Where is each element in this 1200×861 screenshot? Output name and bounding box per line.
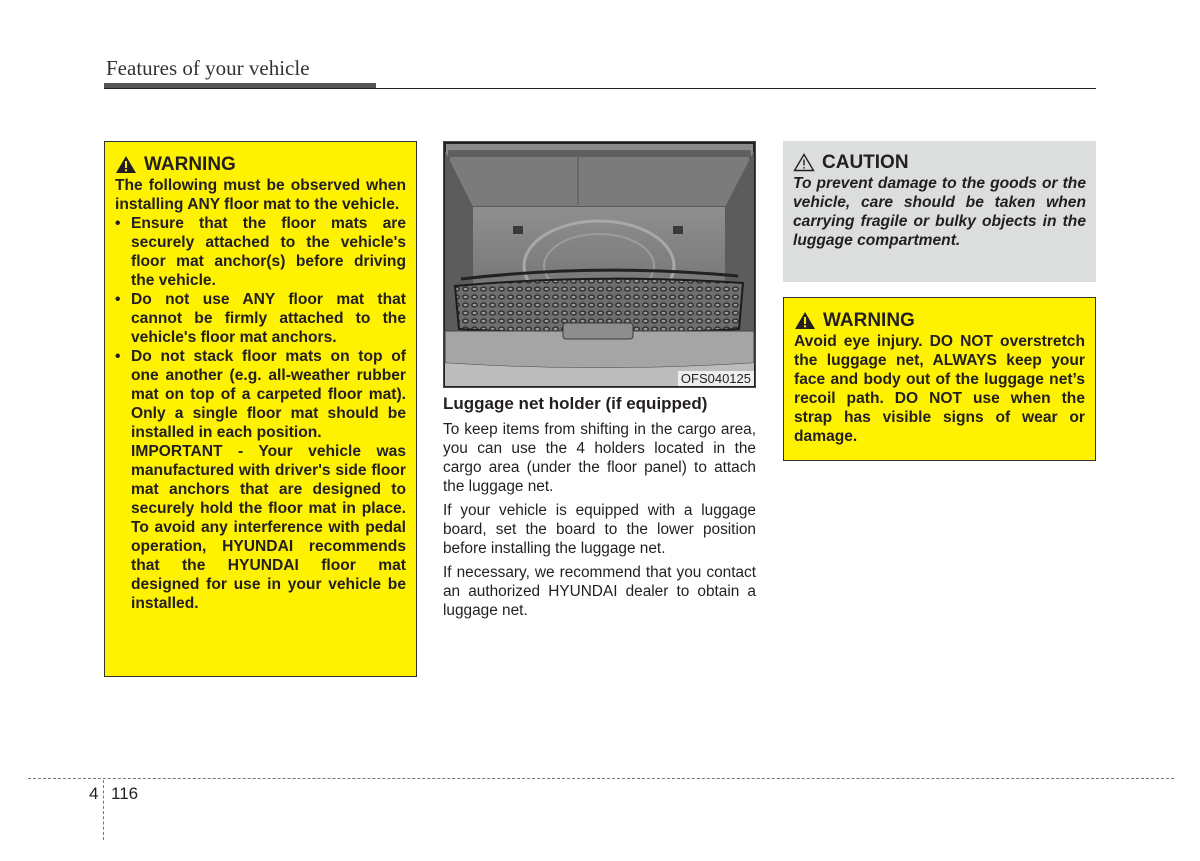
warning-bullet: • Do not stack floor mats on top of one another (e.g. all-weather rubber mat on top of a carpeted floor mat). Only a single floor mat should be installed in each position.	[115, 348, 406, 441]
body-paragraph: To keep items from shifting in the cargo area, you can use the 4 holders located in the cargo area (under the floor panel) to attach the luggage net.	[443, 421, 756, 495]
page-number: 116	[111, 784, 139, 803]
section-heading: Luggage net holder (if equipped)	[443, 394, 708, 413]
warning-title: WARNING	[144, 154, 236, 175]
footer-divider	[103, 780, 104, 840]
warning-text: Avoid eye injury. DO NOT overstretch the luggage net, ALWAYS keep your face and body out of the luggage net’s recoil path. DO NOT use when the strap has visible signs of wear or damage.	[794, 333, 1085, 445]
header-rule	[104, 88, 1096, 89]
caution-text: To prevent damage to the goods or the vehicle, care should be taken when carrying fragile or bulky objects in the luggage compartment.	[793, 175, 1086, 249]
luggage-net-photo	[443, 141, 756, 388]
body-paragraph: If necessary, we recommend that you contact an authorized HYUNDAI dealer to obtain a luggage net.	[443, 564, 756, 619]
warning-bullet-list	[115, 214, 406, 442]
warning-intro: The following must be observed when installing ANY floor mat to the vehicle.	[115, 177, 406, 213]
warning-box-floor-mat	[104, 141, 417, 677]
caution-heading	[793, 153, 1086, 172]
caution-box	[783, 141, 1096, 282]
warning-triangle-icon	[794, 311, 816, 330]
luggage-net-section	[443, 394, 756, 625]
warning-important-note: IMPORTANT - Your vehicle was manufactured with driver's side floor mat anchors that are designed to securely hold the floor mat in place. To avoid any interference with pedal operation, HYUNDAI recommends that the HYUNDAI floor mat designed for use in your vehicle be installed.	[131, 443, 406, 612]
chapter-number: 4	[89, 784, 99, 803]
page-header-title: Features of your vehicle	[106, 56, 310, 80]
warning-bullet: • Ensure that the floor mats are securely attached to the vehicle's floor mat anchor(s) before driving the vehicle.	[115, 215, 406, 289]
cargo-area-illustration	[443, 141, 756, 388]
caution-triangle-icon	[793, 153, 815, 172]
warning-heading	[115, 155, 406, 174]
warning-bullet: • Do not use ANY floor mat that cannot be firmly attached to the vehicle's floor mat anchors.	[115, 291, 406, 346]
warning-box-luggage-net	[783, 297, 1096, 461]
footer-rule	[28, 778, 1174, 779]
warning-heading	[794, 311, 1085, 330]
caution-title: CAUTION	[822, 152, 909, 173]
figure-code: OFS040125	[678, 371, 754, 386]
body-paragraph: If your vehicle is equipped with a luggage board, set the board to the lower position before installing the luggage net.	[443, 502, 756, 557]
warning-triangle-icon	[115, 155, 137, 174]
warning-title: WARNING	[823, 310, 915, 331]
